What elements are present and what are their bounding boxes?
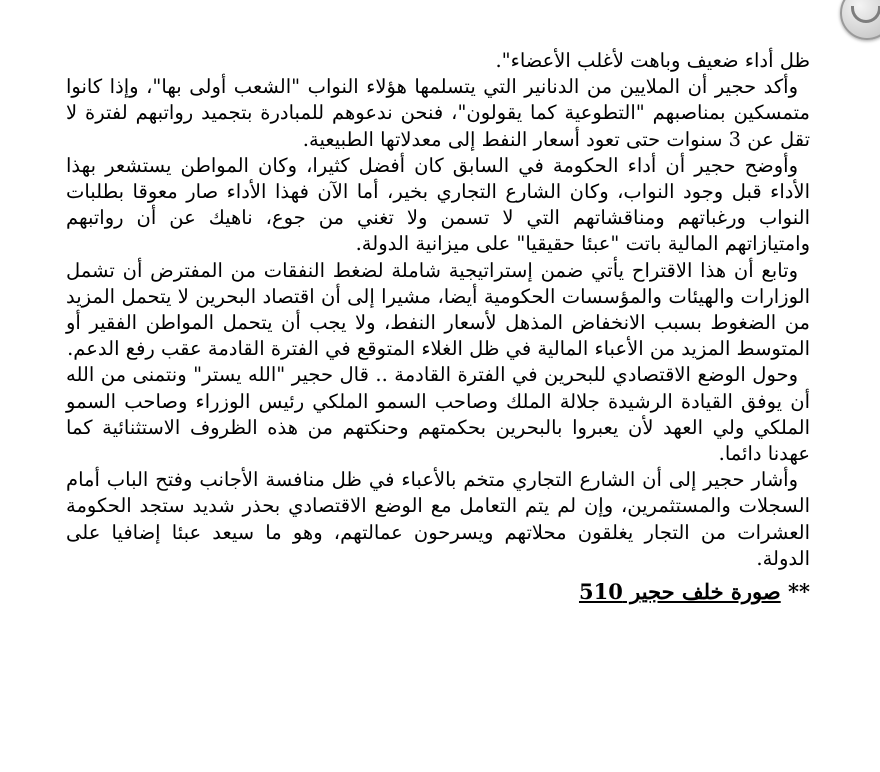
- caption-text: صورة خلف حجير 510: [578, 579, 781, 605]
- corner-round-button[interactable]: [840, 0, 880, 40]
- paragraph: وأكد حجير أن الملايين من الدنانير التي يتسلمها هؤلاء النواب "الشعب أولى بها"، وإذا كانوا متمسكين بمناصبهم "التطوعية كما يقولون"، فنحن ندعوهم للمبادرة بتجميد رواتبهم لفترة لا تقل عن 3 سنوات حتى تعود أسعار النفط إلى معدلاتها الطبيعية.: [66, 75, 810, 151]
- paragraph: ظل أداء ضعيف وباهت لأغلب الأعضاء".: [495, 49, 810, 72]
- paragraph: وأوضح حجير أن أداء الحكومة في السابق كان أفضل كثيرا، وكان المواطن يستشعر بهذا الأداء قبل وجود النواب، وكان الشارع التجاري بخير، أما الآن فهذا الأداء صار معوقا بطلبات النواب ورغباتهم ومناقشاتهم التي لا تسمن ولا تغني من جوع، ناهيك عن أن رواتبهم وامتيازاتهم المالية باتت "عبئا حقيقيا" على ميزانية الدولة.: [66, 153, 810, 256]
- paragraph: وأشار حجير إلى أن الشارع التجاري متخم بالأعباء في ظل منافسة الأجانب وفتح الباب أمام السجلات والمستثمرين، وإن لم يتم التعامل مع الوضع الاقتصادي بحذر شديد ستجد الحكومة العشرات من التجار يغلقون محلاتهم ويسرحون عمالتهم، وهو ما سيعد عبئا إضافيا على الدولة.: [66, 468, 810, 570]
- curve-icon: [851, 6, 880, 23]
- paragraph: وتابع أن هذا الاقتراح يأتي ضمن إستراتيجية شاملة لضغط النفقات من المفترض أن تشمل الوزارات والهيئات والمؤسسات الحكومية أيضا، مشيرا إلى أن اقتصاد البحرين لا يتحمل المزيد من الضغوط بسبب الانخفاض المذهل لأسعار النفط، ولا يجب أن يتحمل المواطن الفقير أو المتوسط المزيد من الأعباء المالية في ظل الغلاء المتوقع في الفترة القادمة عقب رفع الدعم.: [66, 258, 810, 361]
- photo-caption: [66, 578, 810, 606]
- caption-prefix: **: [780, 579, 810, 605]
- paragraph: وحول الوضع الاقتصادي للبحرين في الفترة القادمة .. قال حجير "الله يستر" ونتمنى من الله أن يوفق القيادة الرشيدة جلالة الملك وصاحب السمو الملكي رئيس الوزراء وصاحب السمو الملكي ولي العهد لأن يعبروا بالبحرين بحكمتهم وحنكتهم من هذه الظروف الاستثنائية كما عهدنا دائما.: [66, 363, 810, 466]
- article-body: [66, 48, 810, 606]
